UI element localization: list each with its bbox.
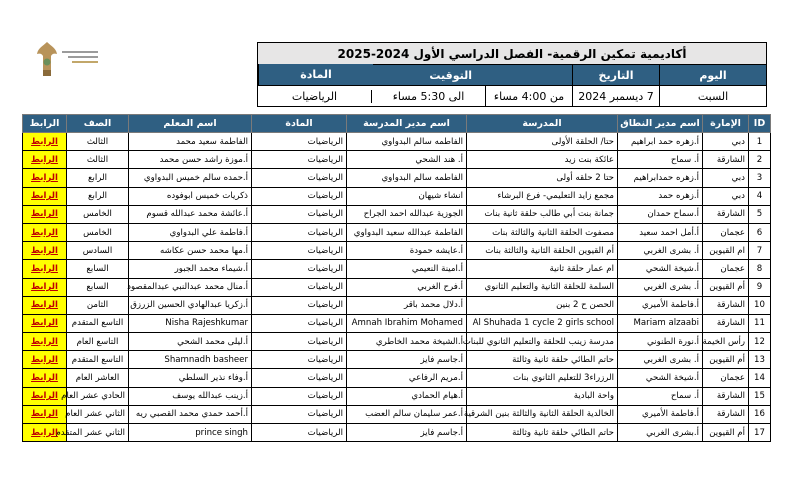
row-zone-manager: أ.نورة الطنوني (618, 333, 703, 351)
row-emirate: رأس الخيمة (703, 333, 749, 351)
row-school: Al Shuhada 1 cycle 2 girls school (467, 314, 618, 332)
day-value: السبت (660, 86, 767, 107)
row-subject: الرياضيات (252, 296, 347, 314)
row-teacher: أ.زينب عبدالله يوسف (129, 387, 252, 405)
row-subject: الرياضيات (252, 133, 347, 151)
col-school: المدرسة (467, 115, 618, 133)
row-grade: الخامس (67, 205, 129, 223)
row-school: حتا 2 حلقه أولى (467, 169, 618, 187)
table-row (23, 223, 771, 241)
row-id: 15 (749, 387, 771, 405)
ministry-logo-text (62, 48, 98, 66)
table-row (23, 405, 771, 423)
table-row (23, 205, 771, 223)
row-subject: الرياضيات (252, 169, 347, 187)
row-zone-manager: أ. بشرى الغربي (618, 351, 703, 369)
row-zone-manager: أ.شيخة الشحي (618, 369, 703, 387)
table-row (23, 351, 771, 369)
row-zone-manager: أ. بشرى الغربي (618, 242, 703, 260)
row-school: حتا/ الحلقة الأولى (467, 133, 618, 151)
row-zone-manager: أ.أمل احمد سعيد (618, 223, 703, 241)
row-emirate: عجمان (703, 223, 749, 241)
row-subject: الرياضيات (252, 387, 347, 405)
row-teacher: أ.وفاء نذير السلطي (129, 369, 252, 387)
row-teacher: أ.فاطمة علي البدواوي (129, 223, 252, 241)
row-principal: أ.دلال محمد باقر (347, 296, 467, 314)
row-link[interactable]: الرابط (23, 260, 67, 278)
row-id: 9 (749, 278, 771, 296)
row-school: ام عمار حلقة ثانية (467, 260, 618, 278)
row-subject: الرياضيات (252, 278, 347, 296)
row-id: 14 (749, 369, 771, 387)
row-zone-manager: أ. سماح (618, 387, 703, 405)
date-value: 7 ديسمبر 2024 (573, 86, 660, 107)
day-label: اليوم (660, 65, 767, 86)
subject-label: المادة (258, 64, 373, 85)
row-emirate: الشارقة (703, 405, 749, 423)
row-emirate: عجمان (703, 260, 749, 278)
col-grade: الصف (67, 115, 129, 133)
row-teacher: أ.مها محمد حسن عكاشه (129, 242, 252, 260)
row-principal: الفاطمة عبدالله سعيد البدواوي (347, 223, 467, 241)
row-school: مصفوت الحلقة الثانية والثالثة بنات (467, 223, 618, 241)
table-row (23, 424, 771, 442)
row-principal: أ.فرح الغربي (347, 278, 467, 296)
row-emirate: عجمان (703, 369, 749, 387)
ministry-logo (8, 40, 98, 84)
col-zone-manager: اسم مدير النطاق (618, 115, 703, 133)
row-teacher: أ.شيماء محمد الجبور (129, 260, 252, 278)
row-teacher: Shamnadh basheer (129, 351, 252, 369)
row-school: عائكة بنت زيد (467, 151, 618, 169)
row-school: حاتم الطائي حلقة ثانية وثالثة (467, 351, 618, 369)
row-school: السلمة للحلقة الثانية والتعليم الثانوي (467, 278, 618, 296)
row-emirate: الشارقة (703, 205, 749, 223)
row-link[interactable]: الرابط (23, 424, 67, 442)
row-grade: الرابع (67, 169, 129, 187)
col-teacher: اسم المعلم (129, 115, 252, 133)
subject-value: الرياضيات (258, 90, 372, 103)
time-to-value (258, 86, 486, 107)
row-link[interactable]: الرابط (23, 223, 67, 241)
row-school: مدرسة زينب للحلقة والتعليم الثانوي للبنات (467, 333, 618, 351)
row-link[interactable]: الرابط (23, 242, 67, 260)
row-grade: الرابع (67, 187, 129, 205)
row-grade: الثاني عشر العام (67, 405, 129, 423)
row-zone-manager: أ.شيخة الشحي (618, 260, 703, 278)
time-label: التوقيت (258, 65, 573, 86)
row-teacher: ذكريات خميس ابوفوده (129, 187, 252, 205)
row-id: 8 (749, 260, 771, 278)
row-zone-manager: أ.زهره حمدابراهيم (618, 169, 703, 187)
col-link: الرابط (23, 115, 67, 133)
row-school: الرزراء3 للتعليم الثانوي بنات (467, 369, 618, 387)
row-teacher: prince singh (129, 424, 252, 442)
row-zone-manager: Mariam alzaabi (618, 314, 703, 332)
row-principal: أ.هيام الحمادي (347, 387, 467, 405)
row-principal: الجوزية عبدالله احمد الجراح (347, 205, 467, 223)
row-grade: الحادي عشر العام (67, 387, 129, 405)
row-id: 2 (749, 151, 771, 169)
row-principal: أ.جاسم فايز (347, 424, 467, 442)
row-link[interactable]: الرابط (23, 387, 67, 405)
row-id: 6 (749, 223, 771, 241)
table-row (23, 296, 771, 314)
row-school: أم القيوين الحلقة الثانية والثالثة بنات (467, 242, 618, 260)
table-row (23, 369, 771, 387)
row-zone-manager: أ.زهره حمد (618, 187, 703, 205)
row-id: 13 (749, 351, 771, 369)
row-school: الحصن ح 2 بنين (467, 296, 618, 314)
col-principal: اسم مدير المدرسة (347, 115, 467, 133)
row-id: 4 (749, 187, 771, 205)
row-teacher: أ.منال محمد عبدالنبي عبدالمقصود (129, 278, 252, 296)
row-link[interactable]: الرابط (23, 151, 67, 169)
row-principal: أ.عايشه حمودة (347, 242, 467, 260)
row-school: الخالدية الحلقة الثانية والثالثة بنين الشرقية (467, 405, 618, 423)
row-principal: انشاء شيهان (347, 187, 467, 205)
row-emirate: الشارقة (703, 314, 749, 332)
row-subject: الرياضيات (252, 405, 347, 423)
row-grade: الثاني عشر المتقدم (67, 424, 129, 442)
row-subject: الرياضيات (252, 333, 347, 351)
row-subject: الرياضيات (252, 205, 347, 223)
row-id: 1 (749, 133, 771, 151)
row-school: حاتم الطائي حلقة ثانية وثالثة (467, 424, 618, 442)
row-subject: الرياضيات (252, 314, 347, 332)
row-id: 11 (749, 314, 771, 332)
time-to-text: الى 5:30 مساء (392, 89, 465, 103)
row-grade: الثالث (67, 151, 129, 169)
row-principal: Amnah Ibrahim Mohamed (347, 314, 467, 332)
row-id: 12 (749, 333, 771, 351)
row-subject: الرياضيات (252, 223, 347, 241)
row-zone-manager: أ. سماح (618, 151, 703, 169)
row-teacher: أ.موزة راشد حسن محمد (129, 151, 252, 169)
row-id: 5 (749, 205, 771, 223)
row-subject: الرياضيات (252, 424, 347, 442)
row-link[interactable]: الرابط (23, 278, 67, 296)
row-id: 7 (749, 242, 771, 260)
row-subject: الرياضيات (252, 351, 347, 369)
row-emirate: الشارقة (703, 296, 749, 314)
row-id: 17 (749, 424, 771, 442)
row-emirate: أم القيوين (703, 278, 749, 296)
row-principal: الفاطمه سالم البدواوي (347, 169, 467, 187)
row-school: واحة البادية (467, 387, 618, 405)
row-emirate: ام القيوين (703, 242, 749, 260)
row-teacher: أ.أحمد حمدي محمد القصبي ريه (129, 405, 252, 423)
table-row (23, 133, 771, 151)
table-row (23, 314, 771, 332)
table-row (23, 387, 771, 405)
row-emirate: أم القيوين (703, 351, 749, 369)
table-row (23, 187, 771, 205)
col-subject: المادة (252, 115, 347, 133)
row-grade: التاسع المتقدم (67, 351, 129, 369)
row-grade: السابع (67, 278, 129, 296)
row-link[interactable]: الرابط (23, 314, 67, 332)
row-emirate: دبي (703, 187, 749, 205)
row-principal: أ.امينة النعيمي (347, 260, 467, 278)
row-emirate: دبي (703, 169, 749, 187)
table-header-row (23, 115, 771, 133)
date-label: التاريخ (573, 65, 660, 86)
row-link[interactable]: الرابط (23, 187, 67, 205)
time-from-value: من 4:00 مساء (486, 86, 573, 107)
row-link[interactable]: الرابط (23, 333, 67, 351)
row-link[interactable]: الرابط (23, 133, 67, 151)
row-link[interactable]: الرابط (23, 296, 67, 314)
uae-emblem-icon (34, 40, 60, 80)
row-subject: الرياضيات (252, 369, 347, 387)
row-principal: أ.عمر سليمان سالم العضب (347, 405, 467, 423)
row-zone-manager: أ.سماح حمدان (618, 205, 703, 223)
row-id: 10 (749, 296, 771, 314)
row-subject: الرياضيات (252, 151, 347, 169)
row-teacher: Nisha Rajeshkumar (129, 314, 252, 332)
row-zone-manager: أ.زهره حمد ابراهيم (618, 133, 703, 151)
row-teacher: أ.عائشة محمد عبدالله قسوم (129, 205, 252, 223)
row-id: 3 (749, 169, 771, 187)
row-teacher: أ.حمده سالم خميس البدواوي (129, 169, 252, 187)
table-row (23, 151, 771, 169)
row-grade: التاسع العام (67, 333, 129, 351)
row-grade: الخامس (67, 223, 129, 241)
row-emirate: أم القيوين (703, 424, 749, 442)
page-title: أكاديمية تمكين الرقمية- الفصل الدراسي الأول 2024-2025 (258, 43, 767, 65)
row-principal: أ.مريم الرفاعي (347, 369, 467, 387)
table-row (23, 242, 771, 260)
col-id: ID (749, 115, 771, 133)
row-link[interactable]: الرابط (23, 169, 67, 187)
row-link[interactable]: الرابط (23, 405, 67, 423)
row-school: مجمع زايد التعليمي- فرع البرشاء (467, 187, 618, 205)
row-link[interactable]: الرابط (23, 351, 67, 369)
row-emirate: دبي (703, 133, 749, 151)
table-row (23, 169, 771, 187)
row-teacher: أ.ليلى محمد الشحي (129, 333, 252, 351)
row-link[interactable]: الرابط (23, 369, 67, 387)
row-grade: العاشر العام (67, 369, 129, 387)
row-subject: الرياضيات (252, 242, 347, 260)
row-emirate: الشارقة (703, 387, 749, 405)
table-row (23, 333, 771, 351)
row-grade: السادس (67, 242, 129, 260)
row-zone-manager: أ. بشرى الغربي (618, 278, 703, 296)
schedule-table (22, 114, 771, 442)
row-school: جمانة بنت أبي طالب حلقة ثانية بنات (467, 205, 618, 223)
col-emirate: الإمارة (703, 115, 749, 133)
table-row (23, 278, 771, 296)
row-link[interactable]: الرابط (23, 205, 67, 223)
row-grade: السابع (67, 260, 129, 278)
row-zone-manager: أ.بشرى الغربي (618, 424, 703, 442)
row-principal: أ.الشيخة محمد الخاطري (347, 333, 467, 351)
row-zone-manager: أ.فاطمة الأميري (618, 405, 703, 423)
row-subject: الرياضيات (252, 260, 347, 278)
row-id: 16 (749, 405, 771, 423)
row-emirate: الشارقة (703, 151, 749, 169)
row-teacher: الفاطمة سعيد محمد (129, 133, 252, 151)
row-grade: الثامن (67, 296, 129, 314)
row-principal: الفاطمه سالم البدواوي (347, 133, 467, 151)
row-principal: أ.جاسم فايز (347, 351, 467, 369)
row-grade: الثالث (67, 133, 129, 151)
table-row (23, 260, 771, 278)
row-zone-manager: أ.فاطمة الأميري (618, 296, 703, 314)
row-grade: التاسع المتقدم (67, 314, 129, 332)
row-teacher: أ.زكريا عبدالهادي الحسين الزرزق (129, 296, 252, 314)
row-principal: أ. هند الشحي (347, 151, 467, 169)
row-subject: الرياضيات (252, 187, 347, 205)
